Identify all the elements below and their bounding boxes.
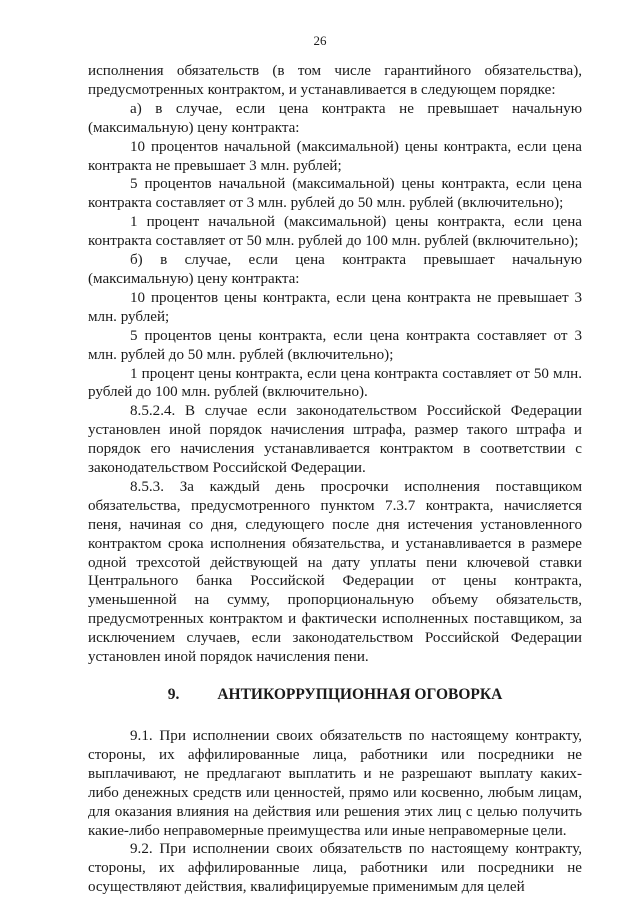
section-8-text <box>88 62 582 667</box>
section-number: 9. <box>167 686 180 703</box>
paragraph: 1 процент цены контракта, если цена контракта составляет от 50 млн. рублей до 100 млн. рублей (включительно). <box>88 365 582 401</box>
document-body <box>88 62 582 897</box>
paragraph: исполнения обязательств (в том числе гарантийного обязательства), предусмотренных контрактом, и устанавливается в следующем порядке: <box>88 63 582 98</box>
paragraph: 9.2. При исполнении своих обязательств по настоящему контракту, стороны, их аффилированные лица, работники или посредники не осуществляют действия, квалифицируемые применимым для целей <box>88 841 582 896</box>
paragraph: 8.5.2.4. В случае если законодательством Российской Федерации установлен иной порядок начисления штрафа, размер такого штрафа и порядок его начисления устанавливается контрактом в соответствии с законодательством Российской Федерации. <box>88 403 582 477</box>
section-heading <box>88 685 582 705</box>
paragraph: 8.5.3. За каждый день просрочки исполнения поставщиком обязательства, предусмотренного пунктом 7.3.7 контракта, начисляется пеня, начиная со дня, следующего после дня истечения установленного контрактом срока исполнения обязательства, и устанавливается в размере одной трехсотой действующей на дату уплаты пени ключевой ставки Центрального банка Российской Федерации от цены контракта, уменьшенной на сумму, пропорциональную объему обязательств, предусмотренных контрактом и фактически исполненных поставщиком, за исключением случаев, если законодательством Российской Федерации установлен иной порядок начисления пени. <box>88 478 582 666</box>
paragraph: 10 процентов цены контракта, если цена контракта не превышает 3 млн. рублей; <box>88 289 582 325</box>
paragraph: а) в случае, если цена контракта не превышает начальную (максимальную) цену контракта: <box>88 100 582 136</box>
paragraph: 10 процентов начальной (максимальной) цены контракта, если цена контракта не превышает 3 млн. рублей; <box>88 138 582 174</box>
paragraph: 9.1. При исполнении своих обязательств по настоящему контракту, стороны, их аффилированные лица, работники или посредники не выплачивают, не предлагают выплатить и не разрешают выплату каких-либо денежных средств или ценностей, прямо или косвенно, любым лицам, для оказания влияния на действия или решения этих лиц с целью получить какие-либо неправомерные преимущества или иные неправомерные цели. <box>88 728 582 839</box>
paragraph: 1 процент начальной (максимальной) цены контракта, если цена контракта составляет от 50 млн. рублей до 100 млн. рублей (включительно); <box>88 214 582 250</box>
paragraph: 5 процентов начальной (максимальной) цены контракта, если цена контракта составляет от 3 млн. рублей до 50 млн. рублей (включительно); <box>88 176 582 212</box>
section-title: АНТИКОРРУПЦИОННАЯ ОГОВОРКА <box>217 686 503 703</box>
paragraph: б) в случае, если цена контракта превышает начальную (максимальную) цену контракта: <box>88 252 582 287</box>
page-number: 26 <box>313 33 327 48</box>
paragraph: 5 процентов цены контракта, если цена контракта составляет от 3 млн. рублей до 50 млн. рублей (включительно); <box>88 327 582 363</box>
section-9-text <box>88 727 582 897</box>
